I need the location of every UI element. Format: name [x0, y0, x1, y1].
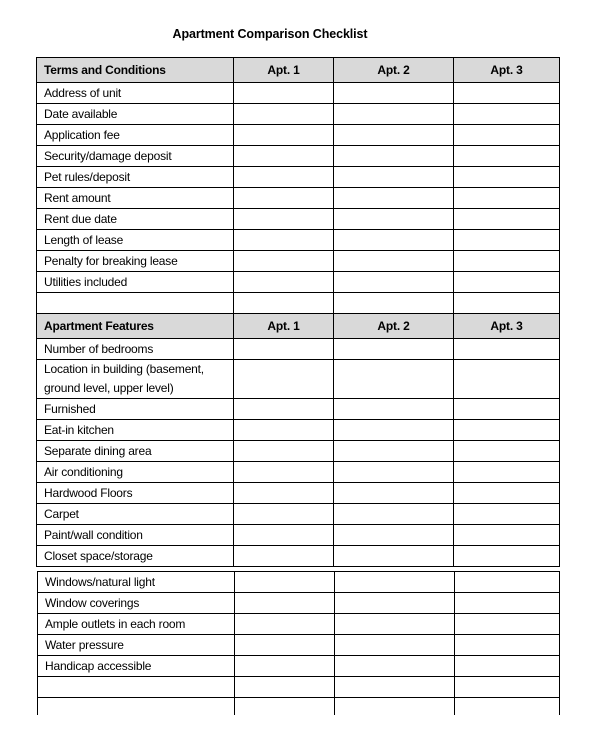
checklist-row [37, 146, 560, 167]
apt-1-cell[interactable] [234, 230, 334, 251]
row-label: Paint/wall condition [37, 525, 234, 546]
row-label: Windows/natural light [38, 572, 235, 593]
apt-3-cell[interactable] [454, 546, 560, 567]
checklist-row [38, 677, 560, 698]
checklist-row [37, 339, 560, 360]
apt-1-cell[interactable] [234, 441, 334, 462]
apt-1-cell[interactable] [234, 209, 334, 230]
apt-1-cell[interactable] [234, 504, 334, 525]
row-label: Handicap accessible [38, 656, 235, 677]
section-heading: Terms and Conditions [37, 58, 234, 83]
apt-1-cell[interactable] [234, 293, 334, 314]
apt-2-cell[interactable] [335, 593, 455, 614]
apt-1-cell[interactable] [234, 125, 334, 146]
apt-1-cell[interactable] [235, 572, 335, 593]
row-label: Date available [37, 104, 234, 125]
checklist-row [38, 614, 560, 635]
apt-2-cell[interactable] [335, 572, 455, 593]
row-label: Location in building (basement, ground level, upper level) [37, 360, 234, 399]
apt-2-cell[interactable] [334, 399, 454, 420]
checklist-row [37, 125, 560, 146]
row-label: Pet rules/deposit [37, 167, 234, 188]
row-label: Eat-in kitchen [37, 420, 234, 441]
checklist-row [37, 399, 560, 420]
row-label: Utilities included [37, 272, 234, 293]
apt-3-cell[interactable] [454, 504, 560, 525]
checklist-row [37, 83, 560, 104]
row-label: Hardwood Floors [37, 483, 234, 504]
row-label: Rent due date [37, 209, 234, 230]
page-title: Apartment Comparison Checklist [172, 27, 368, 41]
apt-1-cell[interactable] [234, 399, 334, 420]
apt-3-cell[interactable] [454, 230, 560, 251]
checklist-row [37, 209, 560, 230]
checklist-row [37, 188, 560, 209]
apt-3-cell[interactable] [454, 462, 560, 483]
apt-3-cell[interactable] [454, 420, 560, 441]
apt-1-cell[interactable] [235, 677, 335, 698]
apt-3-cell[interactable] [455, 677, 560, 698]
apt-1-cell[interactable] [234, 339, 334, 360]
row-label: Separate dining area [37, 441, 234, 462]
apt-1-cell[interactable] [235, 635, 335, 656]
apt-1-cell[interactable] [234, 360, 334, 399]
row-label: Air conditioning [37, 462, 234, 483]
apt-2-cell[interactable] [335, 698, 455, 716]
apt-column-heading: Apt. 2 [334, 58, 454, 83]
section-heading: Apartment Features [37, 314, 234, 339]
apt-2-cell[interactable] [334, 525, 454, 546]
apt-2-cell[interactable] [334, 125, 454, 146]
apt-1-cell[interactable] [234, 146, 334, 167]
apt-2-cell[interactable] [334, 104, 454, 125]
row-label: Address of unit [37, 83, 234, 104]
apt-3-cell[interactable] [454, 146, 560, 167]
apt-1-cell[interactable] [235, 656, 335, 677]
checklist-row [38, 572, 560, 593]
checklist-row [38, 698, 560, 716]
apt-2-cell[interactable] [334, 251, 454, 272]
apt-2-cell[interactable] [334, 230, 454, 251]
apt-1-cell[interactable] [234, 104, 334, 125]
apt-2-cell[interactable] [334, 146, 454, 167]
apt-1-cell[interactable] [234, 167, 334, 188]
apt-2-cell[interactable] [334, 293, 454, 314]
apt-1-cell[interactable] [234, 272, 334, 293]
apt-3-cell[interactable] [454, 209, 560, 230]
checklist-row [37, 525, 560, 546]
row-label: Window coverings [38, 593, 235, 614]
apt-1-cell[interactable] [235, 698, 335, 716]
apt-3-cell[interactable] [454, 483, 560, 504]
apt-2-cell[interactable] [334, 462, 454, 483]
apt-2-cell[interactable] [334, 167, 454, 188]
row-label: Security/damage deposit [37, 146, 234, 167]
checklist-row [37, 462, 560, 483]
apt-1-cell[interactable] [234, 546, 334, 567]
apt-3-cell[interactable] [455, 572, 560, 593]
checklist-row [37, 293, 560, 314]
features-table [36, 313, 560, 567]
apt-1-cell[interactable] [234, 420, 334, 441]
apt-column-heading: Apt. 3 [454, 314, 560, 339]
apt-3-cell[interactable] [454, 339, 560, 360]
apt-column-heading: Apt. 1 [234, 314, 334, 339]
apt-2-cell[interactable] [334, 188, 454, 209]
apt-3-cell[interactable] [455, 656, 560, 677]
checklist-row [37, 167, 560, 188]
apt-2-cell[interactable] [334, 360, 454, 399]
apt-3-cell[interactable] [454, 188, 560, 209]
apt-2-cell[interactable] [334, 441, 454, 462]
row-label: Water pressure [38, 635, 235, 656]
apt-1-cell[interactable] [235, 614, 335, 635]
apt-1-cell[interactable] [235, 593, 335, 614]
checklist-row [37, 272, 560, 293]
apt-3-cell[interactable] [455, 614, 560, 635]
apt-3-cell[interactable] [455, 635, 560, 656]
row-label: Ample outlets in each room [38, 614, 235, 635]
checklist-row [37, 420, 560, 441]
apt-2-cell[interactable] [334, 83, 454, 104]
row-label: Furnished [37, 399, 234, 420]
row-label [38, 677, 235, 698]
row-label: Application fee [37, 125, 234, 146]
apt-2-cell[interactable] [334, 272, 454, 293]
apt-3-cell[interactable] [454, 441, 560, 462]
apt-2-cell[interactable] [334, 339, 454, 360]
checklist-row [37, 360, 560, 399]
checklist-row [38, 635, 560, 656]
apt-3-cell[interactable] [455, 698, 560, 716]
apt-2-cell[interactable] [334, 504, 454, 525]
apt-3-cell[interactable] [455, 593, 560, 614]
apt-2-cell[interactable] [334, 483, 454, 504]
header-row [37, 314, 560, 339]
checklist-row [37, 230, 560, 251]
features-continued-table [37, 571, 560, 715]
apt-3-cell[interactable] [454, 399, 560, 420]
apt-1-cell[interactable] [234, 462, 334, 483]
checklist-row [38, 593, 560, 614]
apt-3-cell[interactable] [454, 125, 560, 146]
row-label: Number of bedrooms [37, 339, 234, 360]
checklist-row [37, 546, 560, 567]
apt-2-cell[interactable] [334, 420, 454, 441]
header-row [37, 58, 560, 83]
apt-1-cell[interactable] [234, 251, 334, 272]
checklist-row [38, 656, 560, 677]
apt-column-heading: Apt. 1 [234, 58, 334, 83]
apt-3-cell[interactable] [454, 167, 560, 188]
apt-3-cell[interactable] [454, 272, 560, 293]
terms-table [36, 57, 560, 314]
row-label: Penalty for breaking lease [37, 251, 234, 272]
apt-2-cell[interactable] [334, 546, 454, 567]
apt-2-cell[interactable] [335, 614, 455, 635]
checklist-row [37, 483, 560, 504]
checklist-row [37, 441, 560, 462]
apt-2-cell[interactable] [335, 656, 455, 677]
apt-1-cell[interactable] [234, 83, 334, 104]
checklist-row [37, 251, 560, 272]
row-label: Rent amount [37, 188, 234, 209]
apt-3-cell[interactable] [454, 293, 560, 314]
row-label [38, 698, 235, 716]
apt-column-heading: Apt. 2 [334, 314, 454, 339]
apt-1-cell[interactable] [234, 483, 334, 504]
apt-1-cell[interactable] [234, 188, 334, 209]
apt-1-cell[interactable] [234, 525, 334, 546]
checklist-row [37, 504, 560, 525]
apt-3-cell[interactable] [454, 360, 560, 399]
apt-2-cell[interactable] [335, 635, 455, 656]
apt-3-cell[interactable] [454, 251, 560, 272]
row-label: Carpet [37, 504, 234, 525]
apt-2-cell[interactable] [335, 677, 455, 698]
apt-3-cell[interactable] [454, 104, 560, 125]
apt-2-cell[interactable] [334, 209, 454, 230]
row-label: Length of lease [37, 230, 234, 251]
apt-3-cell[interactable] [454, 525, 560, 546]
row-label: Closet space/storage [37, 546, 234, 567]
row-label [37, 293, 234, 314]
apt-column-heading: Apt. 3 [454, 58, 560, 83]
checklist-row [37, 104, 560, 125]
apt-3-cell[interactable] [454, 83, 560, 104]
